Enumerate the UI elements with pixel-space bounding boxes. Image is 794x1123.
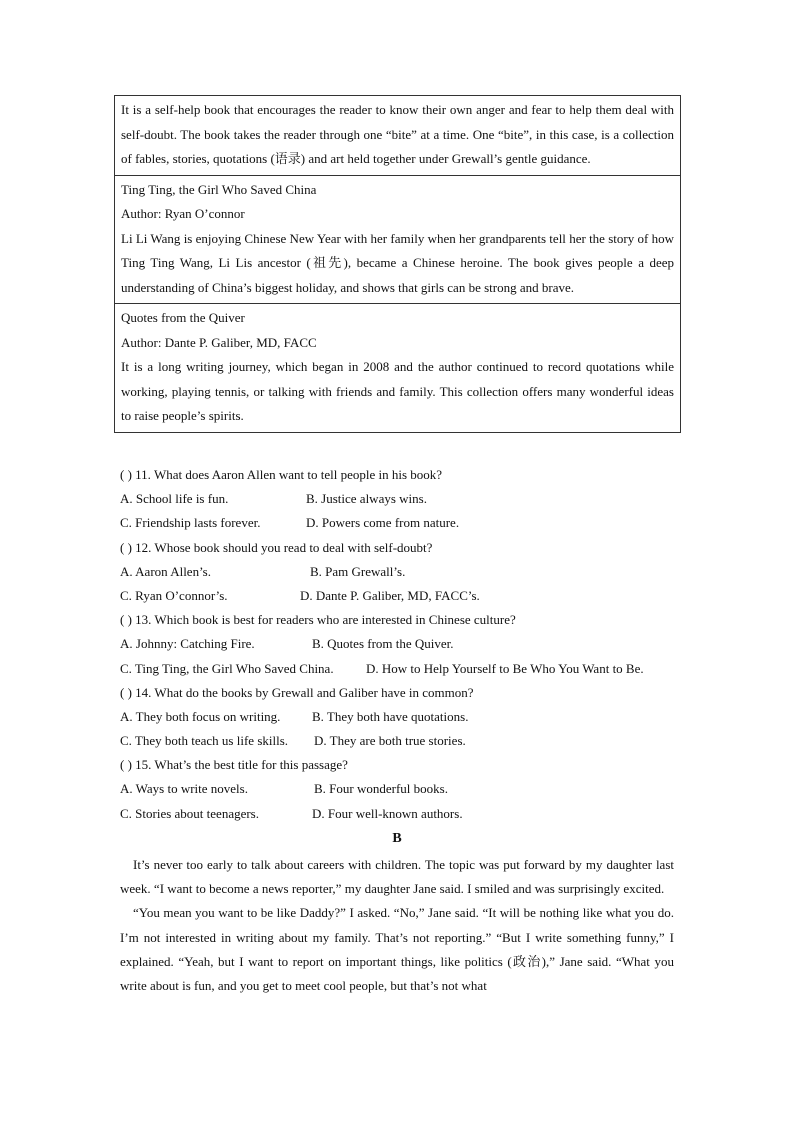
option-row (120, 560, 680, 584)
question-list (120, 463, 680, 826)
book-table (114, 95, 681, 433)
option-row (120, 584, 680, 608)
option-d: D. How to Help Yourself to Be Who You Want to Be. (366, 660, 644, 676)
option-d: D. They are both true stories. (314, 733, 466, 749)
passage-paragraph: It’s never too early to talk about careers with children. The topic was put forward by my daughter last week. “I want to become a news reporter,” my daughter Jane said. I smiled and was surprisingly excited. (120, 857, 674, 897)
book-3-author: Author: Dante P. Galiber, MD, FACC (121, 334, 317, 350)
option-d: D. Dante P. Galiber, MD, FACC’s. (300, 587, 480, 603)
book-1-cell (115, 96, 681, 176)
question-stem: ( ) 11. What does Aaron Allen want to tell people in his book? (120, 467, 443, 482)
option-a: A. Ways to write novels. (120, 781, 248, 797)
option-row (120, 657, 680, 681)
option-row (120, 777, 680, 801)
option-d: D. Powers come from nature. (306, 515, 460, 531)
book-row-1 (115, 96, 681, 176)
question-stem: ( ) 15. What’s the best title for this passage? (120, 757, 348, 773)
option-row (120, 729, 680, 753)
option-row (120, 487, 680, 511)
book-1-description: It is a self-help book that encourages the reader to know their own anger and fear to help them deal with self-doubt. The book takes the reader through one “bite” at a time. One “bite”, in this case, is a collection of fables, stories, quotations (语录) and art held together under Grewall’s gentle guidance. (121, 102, 674, 166)
book-3-title: Quotes from the Quiver (121, 310, 245, 325)
book-row-2 (115, 175, 681, 304)
option-row (120, 632, 680, 656)
passage-b (120, 853, 674, 998)
option-row (120, 802, 680, 826)
option-c: C. Ting Ting, the Girl Who Saved China. (120, 660, 334, 676)
option-b: B. They both have quotations. (312, 708, 469, 724)
question-stem: ( ) 14. What do the books by Grewall and Galiber have in common? (120, 684, 474, 700)
book-2-cell (115, 175, 681, 304)
option-row (120, 705, 680, 729)
book-2-title: Ting Ting, the Girl Who Saved China (121, 181, 317, 197)
option-a: A. Johnny: Catching Fire. (120, 636, 255, 652)
option-a: A. They both focus on writing. (120, 708, 281, 724)
question-stem: ( ) 12. Whose book should you read to deal with self-doubt? (120, 539, 433, 555)
question-stem: ( ) 13. Which book is best for readers who are interested in Chinese culture? (120, 612, 516, 628)
option-b: B. Justice always wins. (306, 491, 427, 507)
option-a: A. Aaron Allen’s. (120, 563, 211, 579)
option-c: C. Stories about teenagers. (120, 805, 259, 821)
book-3-description: It is a long writing journey, which began in 2008 and the author continued to record quotations while working, playing tennis, or talking with friends and family. This collection offers many wonderful ideas to raise people’s spirits. (121, 359, 674, 423)
book-2-description: Li Li Wang is enjoying Chinese New Year with her family when her grandparents tell her the story of how Ting Ting Wang, Li Lis ancestor (祖先), became a Chinese heroine. The book gives people a deep understanding of China’s biggest holiday, and shows that girls can be strong and brave. (121, 230, 674, 295)
option-b: B. Pam Grewall’s. (310, 563, 406, 579)
section-heading: B (392, 831, 402, 846)
book-2-author: Author: Ryan O’connor (121, 206, 245, 221)
option-a: A. School life is fun. (120, 491, 229, 507)
book-row-3 (115, 304, 681, 433)
passage-paragraph: “You mean you want to be like Daddy?” I asked. “No,” Jane said. “It will be nothing like what you do. I’m not interested in writing about my family. That’s not reporting.” “But I write something funny,” I explained. “Yeah, but I want to report on important things, like politics (政治),” Jane said. “What you write about is fun, and you get to meet cool people, but that’s not what (120, 905, 674, 994)
option-c: C. Ryan O’connor’s. (120, 587, 228, 603)
option-row (120, 511, 680, 535)
book-3-cell (115, 304, 681, 433)
option-b: B. Four wonderful books. (314, 781, 448, 797)
option-d: D. Four well-known authors. (312, 805, 463, 821)
option-c: C. They both teach us life skills. (120, 733, 289, 749)
option-b: B. Quotes from the Quiver. (312, 636, 454, 652)
option-c: C. Friendship lasts forever. (120, 515, 261, 531)
